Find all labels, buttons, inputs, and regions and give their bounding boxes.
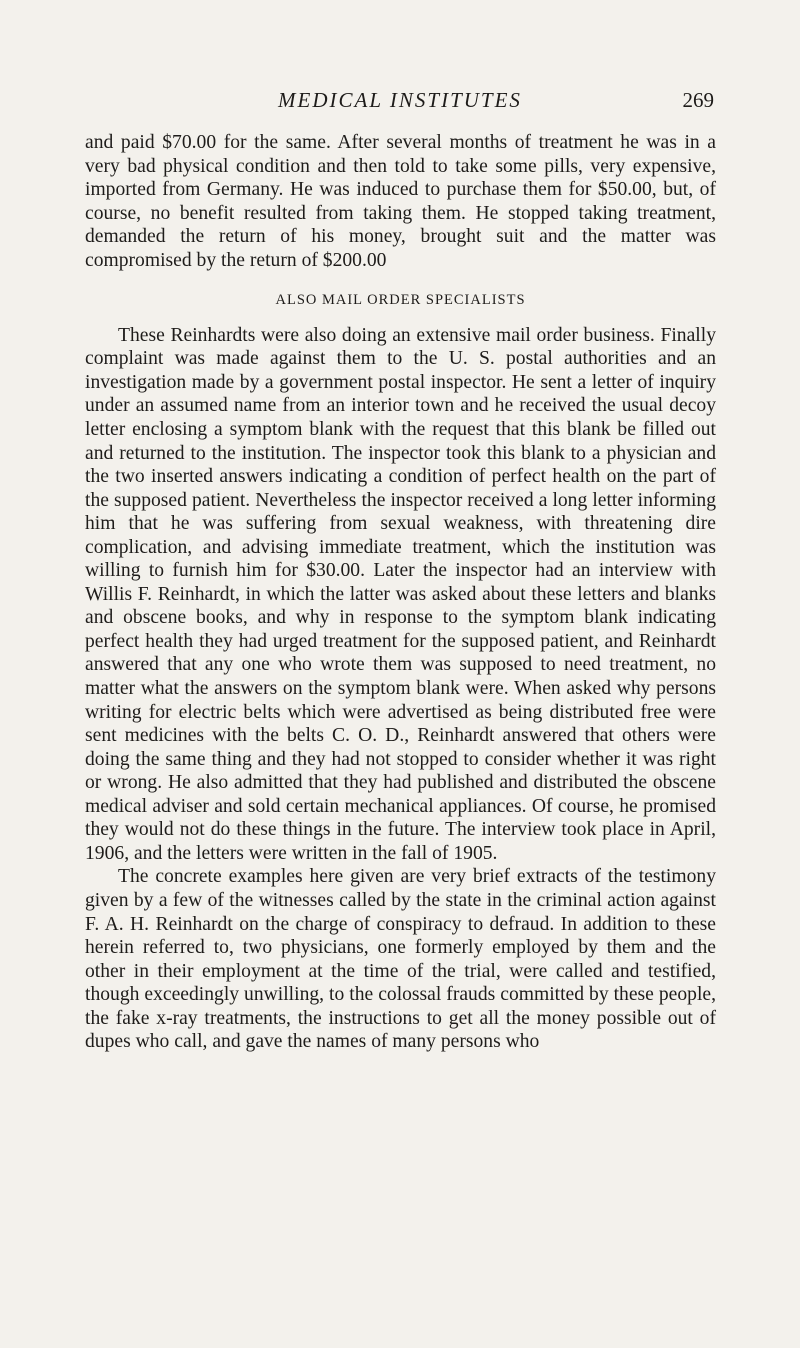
paragraph-continuation: and paid $70.00 for the same. After several months of treatment he was in a very bad physical condition and then told to take some pills, very expensive, imported from Germany. He was induced to purchase them for $50.00, but, of course, no benefit resulted from taking them. He stopped taking treatment, demanded the return of his money, brought suit and the matter was compromised by the return of $200.00 xyxy=(85,132,716,271)
section-heading: ALSO MAIL ORDER SPECIALISTS xyxy=(275,292,526,309)
running-head xyxy=(0,88,800,118)
paragraph-mail-order: These Reinhardts were also doing an extensive mail order business. Finally complaint was made against them to the U. S. postal authorities and an investigation made by a government postal inspector. He sent a letter of inquiry under an assumed name from an interior town and he received the usual decoy letter enclosing a symptom blank with the request that this blank be filled out and returned to the institution. The inspector took this blank to a physician and the two inserted answers indicating a condition of perfect health on the part of the supposed patient. Nevertheless the inspector received a long letter informing him that he was suffering from sexual weakness, with threatening dire complication, and advising immediate treatment, which the institution was willing to furnish him for $30.00. Later the inspector had an interview with Willis F. Reinhardt, in which the latter was asked about these letters and blanks and obscene books, and why in response to the symptom blank indicating perfect health they had urged treatment for the supposed patient, and Reinhardt answered that any one who wrote them was supposed to need treatment, no matter what the answers on the symptom blank were. When asked why persons writing for electric belts which were advertised as being distributed free were sent medicines with the belts C. O. D., Reinhardt answered that others were doing the same thing and they had not stopped to consider whether it was right or wrong. He also admitted that they had published and distributed the obscene medical adviser and sold certain mechanical appliances. Of course, he promised they would not do these things in the future. The interview took place in April, 1906, and the letters were written in the fall of 1905. xyxy=(85,324,716,864)
body-text xyxy=(85,131,716,1054)
paragraph-concrete-examples: The concrete examples here given are very brief extracts of the testimony given by a few of the witnesses called by the state in the criminal action against F. A. H. Reinhardt on the charge of conspiracy to defraud. In addition to these herein referred to, two physicians, one formerly employed by them and the other in their employment at the time of the trial, were called and testified, though exceedingly unwilling, to the colossal frauds committed by these people, the fake x-ray treatments, the instructions to get all the money possible out of dupes who call, and gave the names of many persons who xyxy=(85,866,716,1053)
page-number: 269 xyxy=(682,88,714,112)
running-title: MEDICAL INSTITUTES xyxy=(278,88,522,112)
